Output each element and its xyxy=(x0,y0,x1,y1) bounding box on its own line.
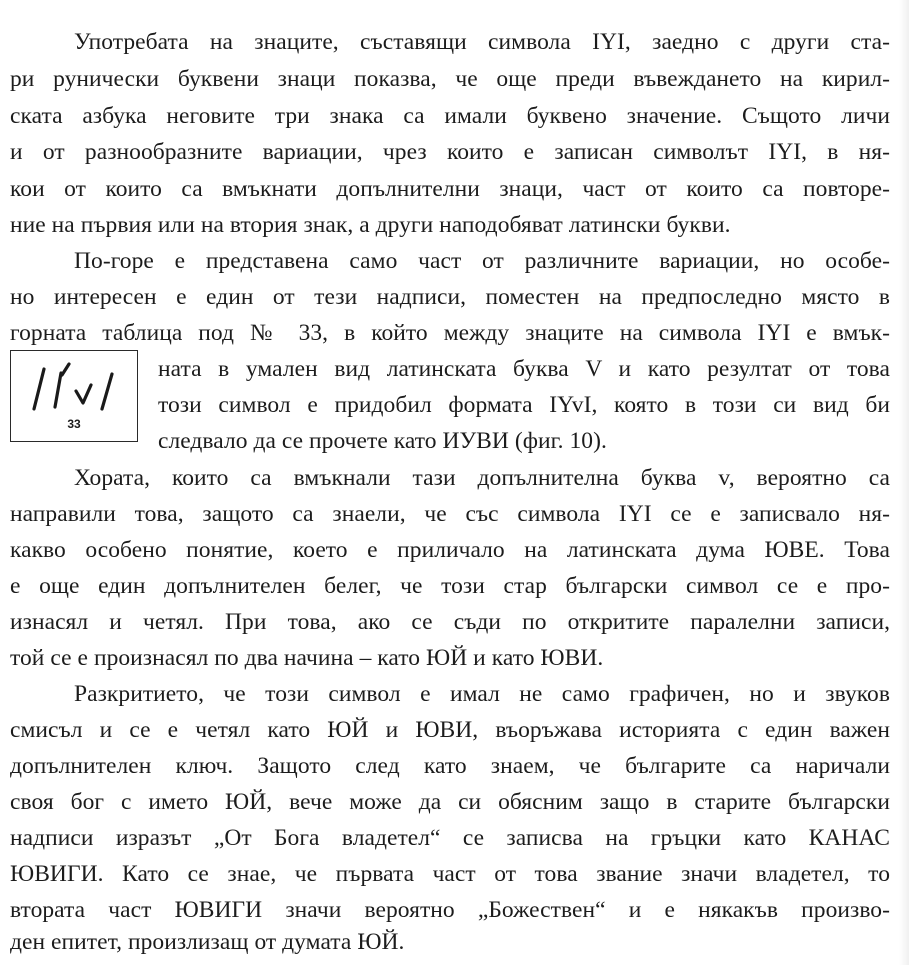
text-line: изнасял и четял. При това, ако се съди по откритите паралелни записи, xyxy=(10,609,890,635)
text-line: надписи изразът „От Бога владетел“ се записва на гръцки като КАНАС xyxy=(10,825,890,851)
text-line: той се е произнасял по два начина – като ЮЙ и като ЮВИ. xyxy=(10,645,604,671)
text-line: е още един допълнителен белег, че този стар български символ се е про- xyxy=(10,573,890,599)
figure-box xyxy=(10,350,138,442)
text-line: следвало да се прочете като ИУВИ (фиг. 10). xyxy=(158,428,607,454)
text-line: ната в умален вид латинската буква V и като резултат от това xyxy=(158,356,890,382)
text-line: Употребата на знаците, съставящи символа IYI, заедно с други ста- xyxy=(74,29,890,55)
text-line: втората част ЮВИГИ значи вероятно „Божествен“ и е някакъв произво- xyxy=(10,897,890,923)
text-line: горната таблица под № 33, в който между знаците на символа IYI е вмък- xyxy=(10,320,890,346)
text-line: направили това, защото са знаели, че със символа IYI се е записвало ня- xyxy=(10,501,890,527)
text-line: Разкритието, че този символ е имал не само графичен, но и звуков xyxy=(74,681,890,707)
text-line: ЮВИГИ. Като се знае, че първата част от това звание значи владетел, то xyxy=(10,861,890,887)
text-line: ската азбука неговите три знака са имали буквено значение. Същото личи xyxy=(10,103,890,129)
text-line: но интересен е един от тези надписи, поместен на предпоследно място в xyxy=(10,284,890,310)
figure-number: 33 xyxy=(67,417,81,431)
text-line: ние на първия или на втория знак, а други наподобяват латински букви. xyxy=(10,212,731,238)
text-line: смисъл и се е четял като ЮЙ и ЮВИ, въоръжава историята с един важен xyxy=(10,717,890,743)
text-line: ри рунически буквени знаци показва, че още преди въвеждането на кирил- xyxy=(10,66,890,92)
page-edge-shadow xyxy=(899,0,909,965)
text-line: какво особено понятие, което е приличало на латинската дума ЮВЕ. Това xyxy=(10,537,890,563)
text-line: ден епитет, произлизащ от думата ЮЙ. xyxy=(10,929,405,955)
text-line: този символ е придобил формата IYvI, която в този си вид би xyxy=(158,392,890,418)
text-line: своя бог с името ЮЙ, вече може да си обясним защо в старите български xyxy=(10,789,890,815)
text-line: и от разнообразните вариации, чрез които е записан символът IYI, в ня- xyxy=(10,139,890,165)
text-line: кои от които са вмъкнати допълнителни знаци, част от които са повторе- xyxy=(10,176,890,202)
text-line: Хората, които са вмъкнали тази допълнителна буква v, вероятно са xyxy=(74,465,890,491)
text-line: допълнителен ключ. Защото след като знаем, че българите са наричали xyxy=(10,753,890,779)
text-line: По-горе е представена само част от различните вариации, но особе- xyxy=(74,248,890,274)
